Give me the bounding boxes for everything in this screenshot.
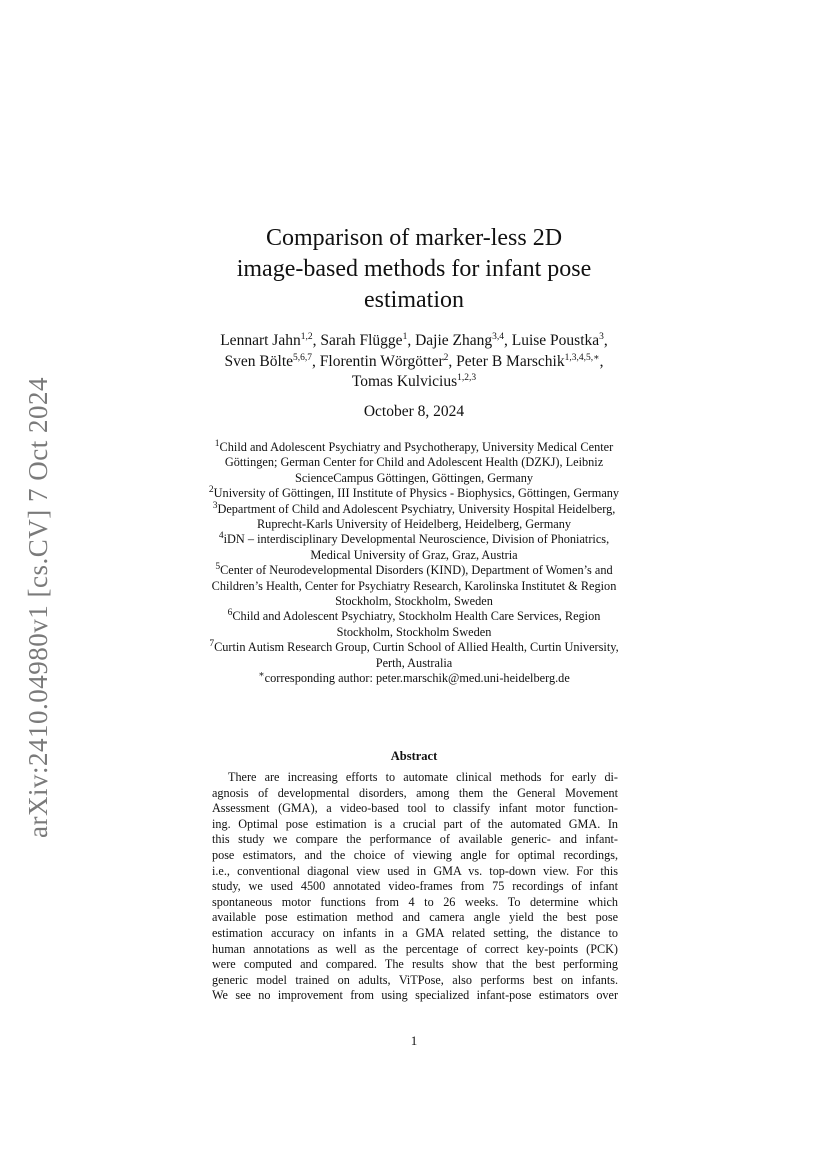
affiliation-text: Göttingen; German Center for Child and Adolescent Health (DZKJ), Leibniz [224,455,604,470]
affiliation-line [170,455,658,470]
title-line: image-based methods for infant pose [236,256,592,282]
affiliation-line [170,502,658,517]
affiliation-line [170,671,658,686]
abstract-line: Assessment (GMA), a video-based tool to classify infant motor function- [212,801,618,816]
affiliation-line [170,656,658,671]
author-affiliation-marker: 1,2,3 [457,372,477,383]
abstract-line: this study we compare the performance of available generic- and infant- [212,832,618,847]
affiliation-entry [170,502,658,533]
abstract-line: We see no improvement from using specialized infant-pose estimators over [212,988,618,1003]
affiliation-marker: 6 [227,608,233,619]
author-affiliation-marker: 2 [443,352,449,363]
affiliation-marker: 3 [212,500,218,511]
affiliation-entry [170,671,658,686]
affiliation-text: corresponding author: peter.marschik@med.uni-heidelberg.de [264,671,570,686]
paper-title [160,223,668,316]
affiliation-line [170,579,658,594]
affiliation-text: Stockholm, Stockholm Sweden [336,624,492,639]
arxiv-identifier-stamp [16,370,60,844]
affiliation-text: iDN – interdisciplinary Developmental Neuroscience, Division of Phoniatrics, [223,532,610,547]
page-number: 1 [410,1033,418,1048]
affiliation-marker: 7 [209,639,215,650]
affiliation-marker: 4 [218,531,224,542]
author-name: Peter B Marschik [456,352,565,370]
affiliation-line [170,548,658,563]
title-line: estimation [364,287,464,313]
affiliation-text: University of Göttingen, III Institute of Physics - Biophysics, Göttingen, Germany [213,486,620,501]
abstract-line: human annotations as well as the percentage of correct key-points (PCK) [212,941,618,956]
affiliation-marker: ∗ [258,670,265,680]
affiliation-line [170,471,658,486]
affiliation-entry [170,609,658,640]
affiliation-line [170,486,658,501]
author-name: Lennart Jahn [220,332,301,349]
author-line [150,372,678,393]
affiliation-line [170,609,658,624]
abstract-line: There are increasing efforts to automate clinical methods for early di- [228,770,618,784]
affiliation-line [170,532,658,547]
affiliation-text: Stockholm, Stockholm, Sweden [335,594,493,609]
abstract-line: agnosis of developmental disorders, among them the General Movement [212,785,618,800]
affiliation-marker: 2 [208,485,214,496]
affiliation-line [170,640,658,655]
abstract-line: were computed and compared. The results show that the best performing [212,957,618,972]
author-name: Sven Bölte [224,352,294,370]
affiliation-entry [170,532,658,563]
author-affiliation-marker: 1,3,4,5,∗ [564,352,600,363]
author-affiliation-marker: 3 [599,331,604,342]
author-line: Lennart Jahn$^{1,2}$, Sarah Flügge$^1$, Dajie Zhang$^{3,4}$, Luise Poustka$^3$, [220,331,608,349]
abstract-body [212,770,618,1004]
affiliation-list [170,440,658,687]
abstract-line: study, we used 4500 annotated video-frames from 75 recordings of infant [212,879,618,894]
affiliation-marker: 1 [214,438,220,449]
author-affiliation-marker: 3,4 [492,331,504,342]
affiliation-text: Children’s Health, Center for Psychiatry Research, Karolinska Institutet & Region [211,578,617,593]
affiliation-line [170,594,658,609]
abstract-line: available pose estimation method and camera angle yield the best pose [212,910,618,925]
abstract-line: i.e., conventional diagonal view used in GMA vs. top-down view. For this [212,863,618,878]
publication-date: October 8, 2024 [363,403,465,420]
author-name: Tomas Kulvicius [351,373,458,390]
abstract-heading: Abstract [390,749,438,763]
author-affiliation-marker: 5,6,7 [293,352,313,363]
abstract-line: generic model trained on adults, ViTPose, also performs best on infants. [212,972,618,987]
author-affiliation-marker: 1,2 [300,331,313,342]
author-name: Dajie Zhang [415,332,493,349]
affiliation-text: Perth, Australia [375,655,453,670]
affiliation-entry [170,440,658,486]
affiliation-text: ScienceCampus Göttingen, Göttingen, Germany [294,470,534,485]
affiliation-line [170,440,658,455]
affiliation-line [170,563,658,578]
affiliation-entry [170,563,658,609]
author-name: Sarah Flügge [320,332,403,349]
title-line: Comparison of marker-less 2D [265,225,563,251]
affiliation-line [170,517,658,532]
affiliation-text: Medical University of Graz, Graz, Austria [310,547,518,562]
affiliation-text: Department of Child and Adolescent Psychiatry, University Hospital Heidelberg, [217,501,616,516]
abstract-line: pose estimators, and the choice of viewing angle for optimal recordings, [212,847,618,862]
affiliation-marker: 5 [215,562,221,573]
affiliation-line [170,625,658,640]
affiliation-entry [170,640,658,671]
affiliation-entry [170,486,658,501]
author-list [150,331,678,393]
abstract-line: estimation accuracy on infants in a GMA related setting, the distance to [212,925,618,940]
abstract-line: spontaneous motor functions from 4 to 26 weeks. To determine which [212,894,618,909]
affiliation-text: Center of Neurodevelopmental Disorders (KIND), Department of Women’s and [220,563,613,578]
affiliation-text: Child and Adolescent Psychiatry, Stockholm Health Care Services, Region [232,609,601,624]
author-affiliation-marker: 1 [402,331,408,342]
arxiv-identifier-text: arXiv:2410.04980v1 [cs.CV] 7 Oct 2024 [22,376,53,838]
abstract-line: ing. Optimal pose estimation is a crucial part of the automated GMA. In [212,816,618,831]
author-name: Florentin Wörgötter [319,352,444,370]
affiliation-text: Child and Adolescent Psychiatry and Psychotherapy, University Medical Center [219,440,614,454]
affiliation-text: Ruprecht-Karls University of Heidelberg, Heidelberg, Germany [256,517,572,532]
author-line: Sven Bölte$^{5,6,7}$, Florentin Wörgötter$^2$, Peter B Marschik$^{1,3,4,5,∗}$, [224,352,604,370]
affiliation-text: Curtin Autism Research Group, Curtin School of Allied Health, Curtin University, [214,640,619,655]
author-name: Luise Poustka [511,332,600,349]
